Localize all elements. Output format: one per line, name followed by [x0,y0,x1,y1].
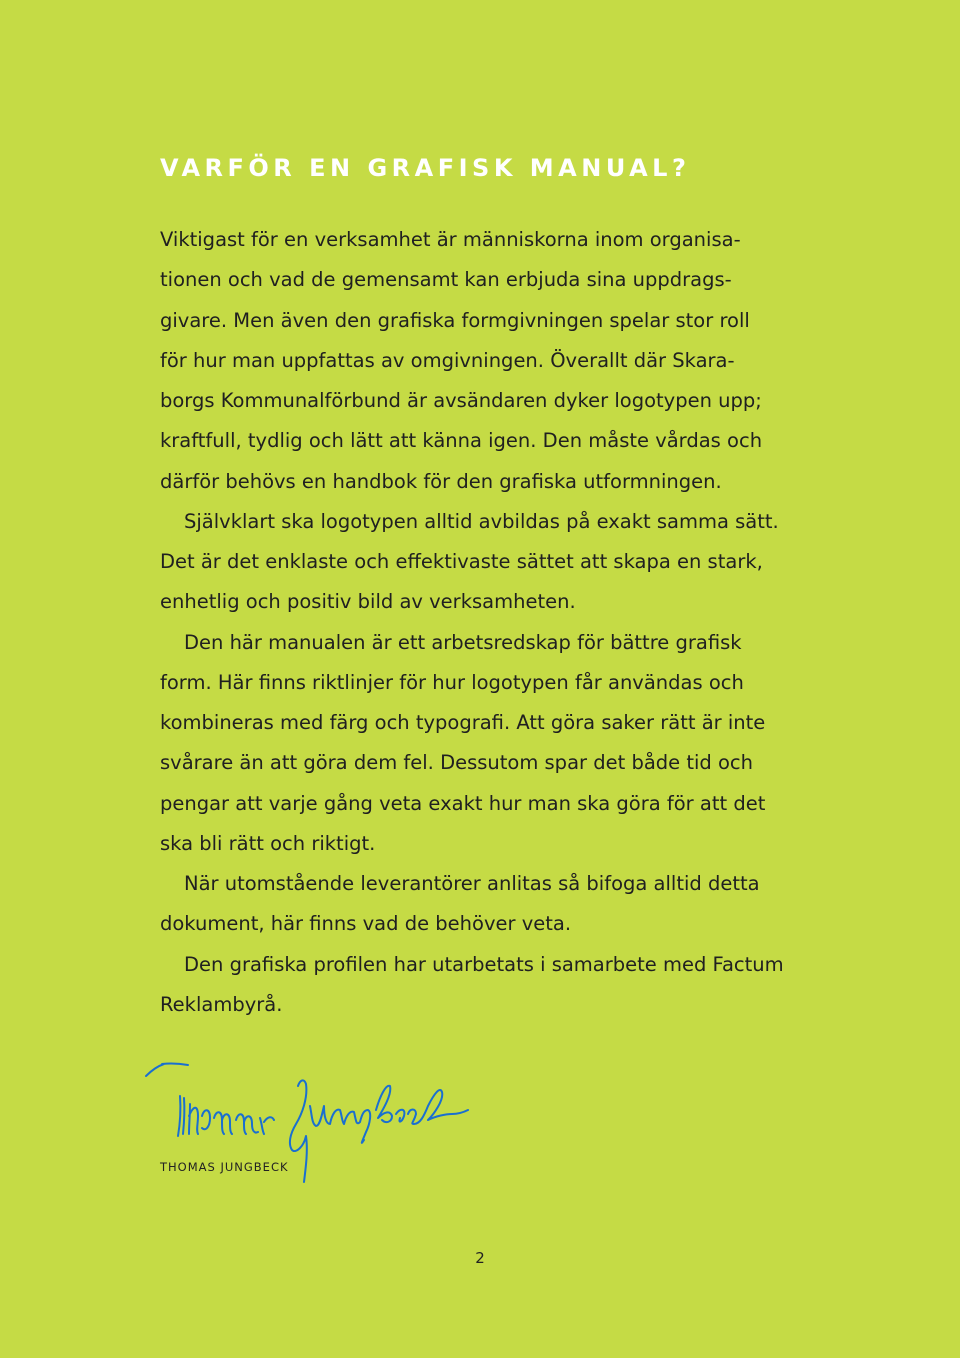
text-line: Reklambyrå. [160,992,283,1016]
paragraph [160,864,820,945]
text-line: Den här manualen är ett arbetsredskap för bättre grafisk [184,630,742,654]
text-line: Den grafiska profilen har utarbetats i samarbete med Factum [184,952,784,976]
text-line: kraftfull, tydlig och lätt att känna igen. Den måste vårdas och [160,429,763,453]
text-line: dokument, här finns vad de behöver veta. [160,912,572,936]
text-line: givare. Men även den grafiska formgivningen spelar stor roll [160,308,750,332]
paragraph [160,502,820,623]
text-line: därför behövs en handbok för den grafiska utformningen. [160,469,722,493]
body-text [160,220,820,1025]
text-line: för hur man uppfattas av omgivningen. Överallt där Skara- [160,348,735,372]
paragraph [160,623,820,865]
text-line: ska bli rätt och riktigt. [160,831,376,855]
text-line: enhetlig och positiv bild av verksamheten. [160,590,576,614]
text-line: Självklart ska logotypen alltid avbildas på exakt samma sätt. [184,509,779,533]
text-line: borgs Kommunalförbund är avsändaren dyker logotypen upp; [160,389,762,412]
page-number: 2 [475,1249,485,1267]
text-line: pengar att varje gång veta exakt hur man ska göra för att det [160,791,766,815]
text-line: När utomstående leverantörer anlitas så bifoga alltid detta [184,872,760,895]
text-line: Det är det enklaste och effektivaste sättet att skapa en stark, [160,550,763,573]
text-line: Viktigast för en verksamhet är människorna inom organisa- [160,228,741,251]
paragraph [160,945,820,1026]
text-line: tionen och vad de gemensamt kan erbjuda sina uppdrags- [160,268,732,292]
signer-name: THOMAS JUNGBECK [160,1160,289,1174]
text-line: form. Här finns riktlinjer för hur logotypen får användas och [160,670,744,694]
paragraph [160,220,820,502]
text-line: kombineras med färg och typografi. Att göra saker rätt är inte [160,711,766,734]
page-title: VARFÖR EN GRAFISK MANUAL? [160,154,691,182]
text-line: svårare än att göra dem fel. Dessutom spar det både tid och [160,751,753,775]
